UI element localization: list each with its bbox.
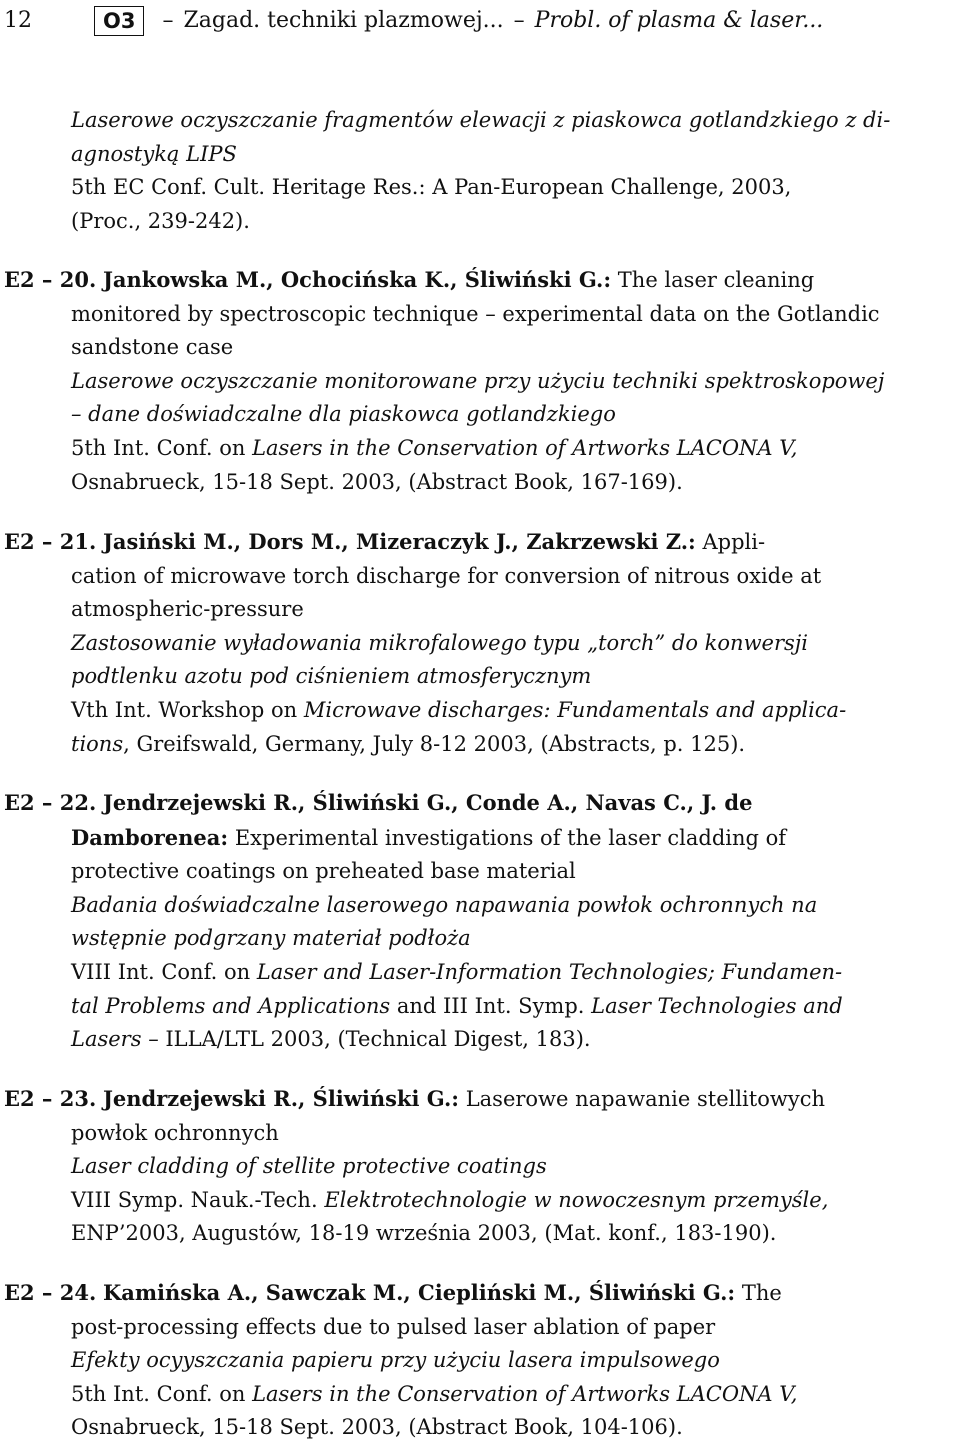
entry-venue: 5th Int. Conf. on [71,435,246,460]
entry-venue-name: Elektrotechnologie w nowoczesnym przemyśle, [324,1187,829,1212]
entry-title-pl: Badania doświadczalne laserowego napawania powłok ochronnych na [71,892,818,917]
entry-title-pl: Zastosowanie wyładowania mikrofalowego typu „torch” do konwersji [71,630,809,655]
entry-venue: Vth Int. Workshop on [71,697,298,722]
entry-venue-name: tions [71,731,124,756]
entry-title-pl: wstępnie podgrzany materiał podłoża [71,926,471,951]
entry-title-pl: agnostyką LIPS [71,141,237,166]
entry-title-en: cation of microwave torch discharge for conversion of nitrous oxide at [71,563,822,588]
entry-authors: Kamińska A., Sawczak M., Ciepliński M., Śliwiński G.: [102,1280,736,1305]
entry-title-pl: powłok ochronnych [71,1120,279,1145]
entry-title-en: protective coatings on preheated base material [71,859,576,884]
entry-authors: Damborenea: [71,824,229,850]
entry-venue-name: tal Problems and Applications [71,993,391,1018]
entry-id: E2 – 22. [4,790,97,815]
entry-venue-name: Laser and Laser-Information Technologies; Fundamen- [256,959,843,984]
entry-venue-name: Laser Technologies and [591,993,843,1018]
header-dash: – [162,8,174,33]
entry-e2-21 [4,525,954,761]
header-title-pl: Zagad. techniki plazmowej... [183,8,504,33]
entry-title-pl: Laserowe oczyszczanie monitorowane przy użyciu techniki spektroskopowej [71,368,885,393]
entry-id: E2 – 21. [4,529,97,554]
entry-authors: Jendrzejewski R., Śliwiński G.: [102,1086,460,1111]
entry-title-pl: Laserowe oczyszczanie fragmentów elewacji z piaskowca gotlandzkiego z di- [71,108,891,132]
entry-title-pl: podtlenku azotu pod ciśnieniem atmosferycznym [71,664,592,689]
entry-authors: Jendrzejewski R., Śliwiński G., Conde A., Navas C., J. de [102,790,753,815]
entry-title-en: The [741,1281,782,1305]
entry-e2-20 [4,263,954,499]
section-code: O3 [94,6,144,36]
entry-id: E2 – 23. [4,1086,97,1111]
entry-id: E2 – 24. [4,1280,97,1305]
entry-title-pl: – dane doświadczalne dla piaskowca gotlandzkiego [71,402,616,427]
entry-authors: Jankowska M., Ochocińska K., Śliwiński G.: [102,267,612,292]
entry-venue: VIII Int. Conf. on [71,959,251,984]
entry-venue: 5th Int. Conf. on [71,1381,246,1406]
entry-venue-details: Osnabrueck, 15-18 Sept. 2003, (Abstract Book, 167-169). [71,469,683,494]
header-dash: – [513,8,525,33]
entry-venue-name: Lasers in the Conservation of Artworks LACONA V, [252,1381,798,1406]
entry-title-en: Laser cladding of stellite protective coatings [71,1154,547,1179]
entry-venue-details: ENP’2003, Augustów, 18-19 września 2003, (Mat. konf., 183-190). [71,1221,777,1246]
entry-venue-name: Lasers in the Conservation of Artworks LACONA V, [252,435,798,460]
entry-title-pl: Efekty ocyyszczania papieru przy użyciu lasera impulsowego [71,1348,720,1373]
entry-e2-23 [4,1082,954,1251]
entry-venue: VIII Symp. Nauk.-Tech. [71,1187,318,1212]
entry-id: E2 – 20. [4,267,97,292]
entry-e2-22 [4,786,954,1057]
entry-title-en: Experimental investigations of the laser cladding of [234,825,787,850]
entry-venue: and III Int. Symp. [396,993,585,1018]
entry-venue-details: Osnabrueck, 15-18 Sept. 2003, (Abstract Book, 104-106). [71,1415,683,1440]
entry-venue: 5th EC Conf. Cult. Heritage Res.: A Pan-European Challenge, 2003, [71,175,792,200]
page-number: 12 [4,8,32,33]
entry-e2-24 [4,1276,954,1445]
entry-title-en: sandstone case [71,335,234,360]
entry-title-en: monitored by spectroscopic technique – experimental data on the Gotlandic [71,301,880,326]
entry-venue: (Proc., 239-242). [71,208,250,233]
entry-continued [4,104,954,238]
entry-venue-details: , Greifswald, Germany, July 8-12 2003, (Abstracts, p. 125). [123,731,746,756]
entry-venue-name: Microwave discharges: Fundamentals and applica- [303,697,847,722]
page-header [4,6,954,36]
entry-authors: Jasiński M., Dors M., Mizeraczyk J., Zakrzewski Z.: [102,529,696,554]
entry-title-en: atmospheric-pressure [71,597,304,622]
header-title-en: Probl. of plasma & laser... [534,8,824,33]
entry-title-en: post-processing effects due to pulsed laser ablation of paper [71,1314,716,1339]
entry-venue-details: – ILLA/LTL 2003, (Technical Digest, 183). [148,1027,591,1052]
entry-title-pl: Laserowe napawanie stellitowych [465,1087,825,1111]
entry-venue-name: Lasers [71,1027,142,1052]
entry-title-en: Appli- [702,530,766,554]
entry-title-en: The laser cleaning [617,268,815,292]
